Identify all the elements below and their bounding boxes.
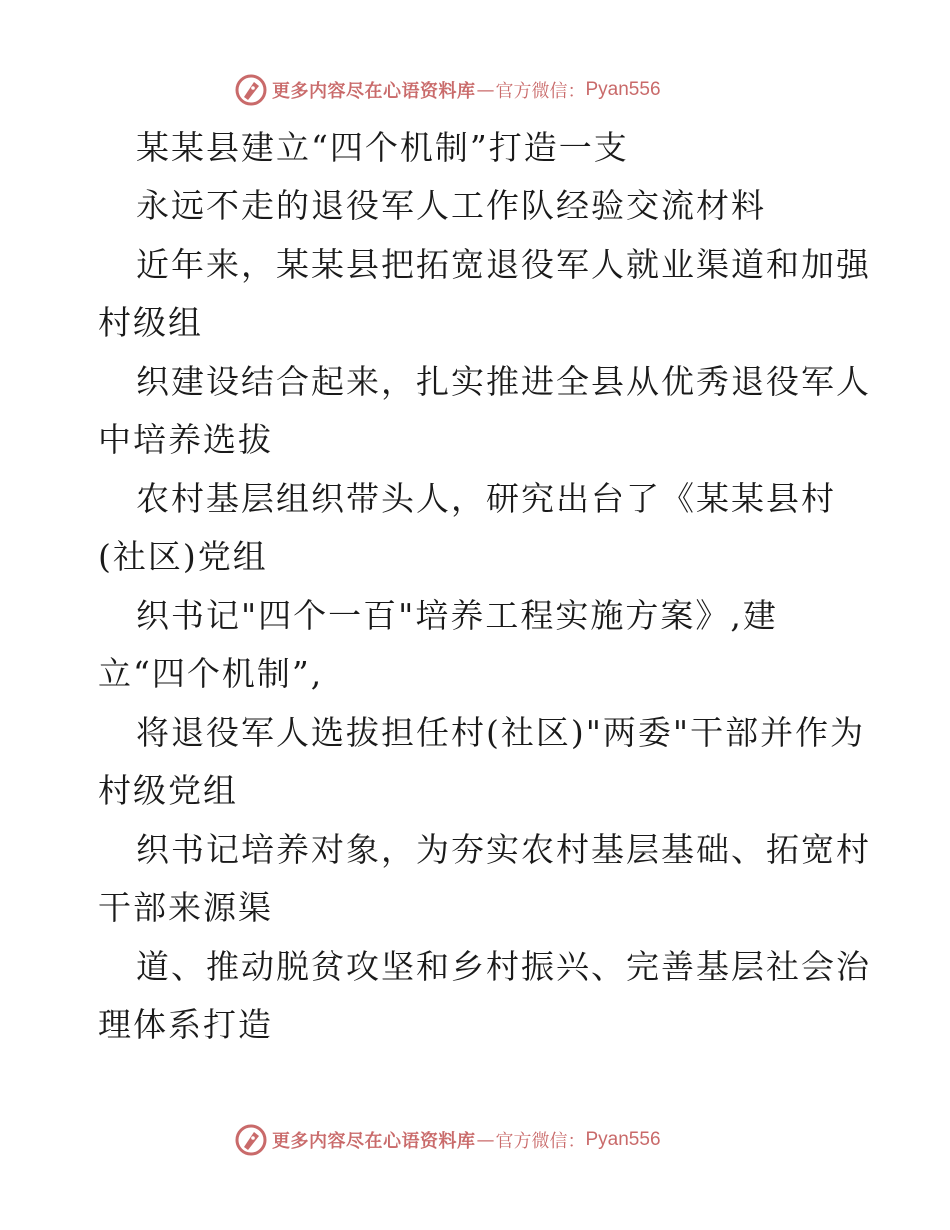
paragraph-line: 理体系打造: [98, 1005, 273, 1044]
paragraph-line: 干部来源渠: [98, 888, 273, 927]
paragraph-line: 将退役军人选拔担任村(社区)"两委"干部并作为: [136, 713, 866, 752]
watermark-banner-bottom: [234, 1120, 661, 1160]
watermark-separator: —: [476, 1129, 495, 1151]
paragraph-line: 农村基层组织带头人，研究出台了《某某县村: [136, 479, 836, 518]
title-line-2: 永远不走的退役军人工作队经验交流材料: [136, 186, 766, 225]
paragraph-line: (社区)党组: [98, 537, 268, 576]
paragraph-line: 村级党组: [98, 771, 238, 810]
watermark-main-text: 更多内容尽在心语资料库: [272, 1131, 476, 1152]
watermark-banner-top: [234, 70, 661, 110]
paragraph-line: 道、推动脱贫攻坚和乡村振兴、完善基层社会治: [136, 947, 871, 986]
watermark-separator: —: [476, 79, 495, 101]
paragraph-line: 织建设结合起来，扎实推进全县从优秀退役军人: [136, 362, 871, 401]
pen-nib-circle-icon: [234, 1123, 268, 1157]
watermark-handle: Pyan556: [585, 79, 661, 100]
paragraph-line: 织书记"四个一百"培养工程实施方案》,建: [136, 596, 778, 635]
watermark-main-text: 更多内容尽在心语资料库: [272, 81, 476, 102]
paragraph-line: 村级组: [98, 303, 203, 342]
paragraph-line: 织书记培养对象，为夯实农村基层基础、拓宽村: [136, 830, 871, 869]
paragraph-line: 立“四个机制”,: [98, 654, 324, 693]
watermark-handle: Pyan556: [585, 1129, 661, 1150]
pen-nib-circle-icon: [234, 73, 268, 107]
watermark-sub-text: 官方微信：: [495, 1131, 586, 1152]
paragraph-line: 近年来，某某县把拓宽退役军人就业渠道和加强: [136, 245, 871, 284]
watermark-sub-text: 官方微信：: [495, 81, 586, 102]
paragraph-line: 中培养选拔: [98, 420, 273, 459]
title-line-1: 某某县建立“四个机制”打造一支: [136, 128, 629, 167]
